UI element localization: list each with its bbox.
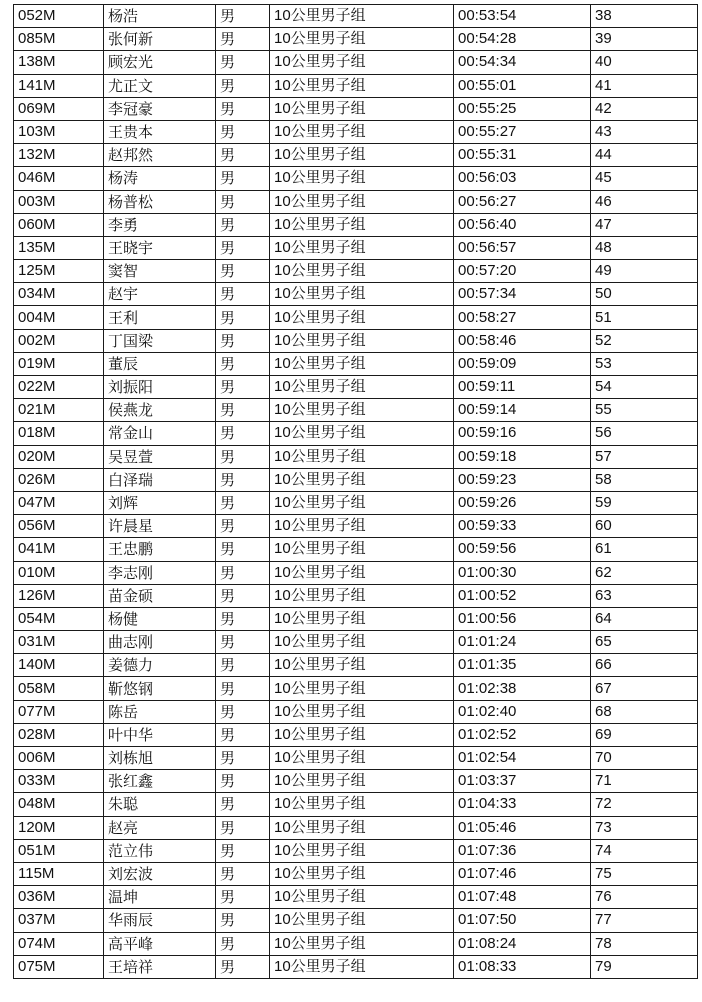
table-row xyxy=(14,862,698,885)
race-group-cell: 10公里男子组 xyxy=(270,955,454,978)
table-row xyxy=(14,352,698,375)
rank-cell: 57 xyxy=(591,445,698,468)
race-group-cell: 10公里男子组 xyxy=(270,190,454,213)
finish-time-cell: 01:07:48 xyxy=(454,886,591,909)
runner-name-cell: 侯燕龙 xyxy=(104,399,216,422)
finish-time-cell: 01:08:33 xyxy=(454,955,591,978)
bib-number-cell: 010M xyxy=(14,561,104,584)
race-group-cell: 10公里男子组 xyxy=(270,723,454,746)
runner-name-cell: 王培祥 xyxy=(104,955,216,978)
bib-number-cell: 115M xyxy=(14,862,104,885)
race-group-cell: 10公里男子组 xyxy=(270,607,454,630)
race-group-cell: 10公里男子组 xyxy=(270,654,454,677)
bib-number-cell: 054M xyxy=(14,607,104,630)
rank-cell: 66 xyxy=(591,654,698,677)
gender-cell: 男 xyxy=(216,793,270,816)
rank-cell: 43 xyxy=(591,120,698,143)
gender-cell: 男 xyxy=(216,584,270,607)
gender-cell: 男 xyxy=(216,491,270,514)
race-group-cell: 10公里男子组 xyxy=(270,793,454,816)
gender-cell: 男 xyxy=(216,74,270,97)
finish-time-cell: 00:59:14 xyxy=(454,399,591,422)
finish-time-cell: 01:00:52 xyxy=(454,584,591,607)
finish-time-cell: 00:55:27 xyxy=(454,120,591,143)
runner-name-cell: 王贵本 xyxy=(104,120,216,143)
race-group-cell: 10公里男子组 xyxy=(270,5,454,28)
bib-number-cell: 138M xyxy=(14,51,104,74)
runner-name-cell: 杨普松 xyxy=(104,190,216,213)
rank-cell: 75 xyxy=(591,862,698,885)
finish-time-cell: 00:53:54 xyxy=(454,5,591,28)
bib-number-cell: 141M xyxy=(14,74,104,97)
runner-name-cell: 丁国梁 xyxy=(104,329,216,352)
race-group-cell: 10公里男子组 xyxy=(270,538,454,561)
bib-number-cell: 052M xyxy=(14,5,104,28)
race-group-cell: 10公里男子组 xyxy=(270,816,454,839)
bib-number-cell: 047M xyxy=(14,491,104,514)
bib-number-cell: 006M xyxy=(14,747,104,770)
runner-name-cell: 王晓宇 xyxy=(104,236,216,259)
gender-cell: 男 xyxy=(216,422,270,445)
table-row xyxy=(14,236,698,259)
race-group-cell: 10公里男子组 xyxy=(270,515,454,538)
gender-cell: 男 xyxy=(216,955,270,978)
table-row xyxy=(14,74,698,97)
bib-number-cell: 051M xyxy=(14,839,104,862)
finish-time-cell: 01:07:50 xyxy=(454,909,591,932)
runner-name-cell: 顾宏光 xyxy=(104,51,216,74)
finish-time-cell: 00:55:01 xyxy=(454,74,591,97)
gender-cell: 男 xyxy=(216,51,270,74)
runner-name-cell: 王忠鹏 xyxy=(104,538,216,561)
table-row xyxy=(14,491,698,514)
gender-cell: 男 xyxy=(216,631,270,654)
gender-cell: 男 xyxy=(216,190,270,213)
race-group-cell: 10公里男子组 xyxy=(270,144,454,167)
finish-time-cell: 00:58:46 xyxy=(454,329,591,352)
table-row xyxy=(14,376,698,399)
finish-time-cell: 01:03:37 xyxy=(454,770,591,793)
finish-time-cell: 01:01:24 xyxy=(454,631,591,654)
gender-cell: 男 xyxy=(216,816,270,839)
race-group-cell: 10公里男子组 xyxy=(270,51,454,74)
runner-name-cell: 朱聪 xyxy=(104,793,216,816)
table-row xyxy=(14,654,698,677)
race-group-cell: 10公里男子组 xyxy=(270,839,454,862)
runner-name-cell: 杨浩 xyxy=(104,5,216,28)
table-row xyxy=(14,538,698,561)
race-group-cell: 10公里男子组 xyxy=(270,399,454,422)
race-group-cell: 10公里男子组 xyxy=(270,236,454,259)
race-group-cell: 10公里男子组 xyxy=(270,491,454,514)
rank-cell: 76 xyxy=(591,886,698,909)
runner-name-cell: 赵邦然 xyxy=(104,144,216,167)
runner-name-cell: 曲志刚 xyxy=(104,631,216,654)
bib-number-cell: 048M xyxy=(14,793,104,816)
finish-time-cell: 00:59:26 xyxy=(454,491,591,514)
race-group-cell: 10公里男子组 xyxy=(270,74,454,97)
gender-cell: 男 xyxy=(216,723,270,746)
gender-cell: 男 xyxy=(216,236,270,259)
table-row xyxy=(14,700,698,723)
rank-cell: 46 xyxy=(591,190,698,213)
gender-cell: 男 xyxy=(216,283,270,306)
table-row xyxy=(14,723,698,746)
gender-cell: 男 xyxy=(216,120,270,143)
table-row xyxy=(14,399,698,422)
bib-number-cell: 126M xyxy=(14,584,104,607)
bib-number-cell: 075M xyxy=(14,955,104,978)
race-group-cell: 10公里男子组 xyxy=(270,329,454,352)
bib-number-cell: 031M xyxy=(14,631,104,654)
table-row xyxy=(14,816,698,839)
rank-cell: 52 xyxy=(591,329,698,352)
gender-cell: 男 xyxy=(216,213,270,236)
table-row xyxy=(14,445,698,468)
table-row xyxy=(14,839,698,862)
runner-name-cell: 吴昱萱 xyxy=(104,445,216,468)
runner-name-cell: 李冠豪 xyxy=(104,97,216,120)
finish-time-cell: 01:07:36 xyxy=(454,839,591,862)
race-group-cell: 10公里男子组 xyxy=(270,747,454,770)
race-group-cell: 10公里男子组 xyxy=(270,700,454,723)
table-row xyxy=(14,515,698,538)
gender-cell: 男 xyxy=(216,561,270,584)
runner-name-cell: 张红鑫 xyxy=(104,770,216,793)
rank-cell: 72 xyxy=(591,793,698,816)
finish-time-cell: 00:59:11 xyxy=(454,376,591,399)
runner-name-cell: 刘栋旭 xyxy=(104,747,216,770)
bib-number-cell: 058M xyxy=(14,677,104,700)
runner-name-cell: 董辰 xyxy=(104,352,216,375)
table-row xyxy=(14,283,698,306)
runner-name-cell: 华雨辰 xyxy=(104,909,216,932)
rank-cell: 41 xyxy=(591,74,698,97)
finish-time-cell: 00:59:56 xyxy=(454,538,591,561)
table-row xyxy=(14,932,698,955)
bib-number-cell: 103M xyxy=(14,120,104,143)
gender-cell: 男 xyxy=(216,97,270,120)
results-table xyxy=(13,4,698,979)
rank-cell: 39 xyxy=(591,28,698,51)
finish-time-cell: 00:54:34 xyxy=(454,51,591,74)
race-group-cell: 10公里男子组 xyxy=(270,213,454,236)
bib-number-cell: 022M xyxy=(14,376,104,399)
table-row xyxy=(14,51,698,74)
bib-number-cell: 028M xyxy=(14,723,104,746)
rank-cell: 69 xyxy=(591,723,698,746)
race-group-cell: 10公里男子组 xyxy=(270,886,454,909)
table-row xyxy=(14,770,698,793)
runner-name-cell: 李志刚 xyxy=(104,561,216,584)
bib-number-cell: 004M xyxy=(14,306,104,329)
gender-cell: 男 xyxy=(216,932,270,955)
rank-cell: 68 xyxy=(591,700,698,723)
runner-name-cell: 高平峰 xyxy=(104,932,216,955)
finish-time-cell: 01:01:35 xyxy=(454,654,591,677)
runner-name-cell: 张何新 xyxy=(104,28,216,51)
finish-time-cell: 00:56:40 xyxy=(454,213,591,236)
race-group-cell: 10公里男子组 xyxy=(270,631,454,654)
rank-cell: 53 xyxy=(591,352,698,375)
rank-cell: 67 xyxy=(591,677,698,700)
gender-cell: 男 xyxy=(216,747,270,770)
table-row xyxy=(14,584,698,607)
bib-number-cell: 056M xyxy=(14,515,104,538)
race-group-cell: 10公里男子组 xyxy=(270,932,454,955)
rank-cell: 59 xyxy=(591,491,698,514)
finish-time-cell: 01:00:56 xyxy=(454,607,591,630)
table-row xyxy=(14,28,698,51)
rank-cell: 40 xyxy=(591,51,698,74)
table-row xyxy=(14,329,698,352)
race-group-cell: 10公里男子组 xyxy=(270,584,454,607)
bib-number-cell: 018M xyxy=(14,422,104,445)
rank-cell: 63 xyxy=(591,584,698,607)
bib-number-cell: 069M xyxy=(14,97,104,120)
bib-number-cell: 026M xyxy=(14,468,104,491)
race-group-cell: 10公里男子组 xyxy=(270,260,454,283)
bib-number-cell: 037M xyxy=(14,909,104,932)
gender-cell: 男 xyxy=(216,329,270,352)
table-row xyxy=(14,190,698,213)
runner-name-cell: 苗金硕 xyxy=(104,584,216,607)
runner-name-cell: 常金山 xyxy=(104,422,216,445)
finish-time-cell: 00:59:33 xyxy=(454,515,591,538)
race-group-cell: 10公里男子组 xyxy=(270,770,454,793)
rank-cell: 47 xyxy=(591,213,698,236)
runner-name-cell: 刘辉 xyxy=(104,491,216,514)
bib-number-cell: 046M xyxy=(14,167,104,190)
finish-time-cell: 01:08:24 xyxy=(454,932,591,955)
bib-number-cell: 021M xyxy=(14,399,104,422)
table-row xyxy=(14,468,698,491)
race-group-cell: 10公里男子组 xyxy=(270,306,454,329)
gender-cell: 男 xyxy=(216,5,270,28)
race-group-cell: 10公里男子组 xyxy=(270,28,454,51)
runner-name-cell: 李勇 xyxy=(104,213,216,236)
gender-cell: 男 xyxy=(216,468,270,491)
race-group-cell: 10公里男子组 xyxy=(270,677,454,700)
race-group-cell: 10公里男子组 xyxy=(270,909,454,932)
table-row xyxy=(14,955,698,978)
finish-time-cell: 00:58:27 xyxy=(454,306,591,329)
runner-name-cell: 赵亮 xyxy=(104,816,216,839)
runner-name-cell: 王利 xyxy=(104,306,216,329)
table-row xyxy=(14,167,698,190)
rank-cell: 77 xyxy=(591,909,698,932)
finish-time-cell: 01:05:46 xyxy=(454,816,591,839)
gender-cell: 男 xyxy=(216,399,270,422)
rank-cell: 42 xyxy=(591,97,698,120)
bib-number-cell: 085M xyxy=(14,28,104,51)
bib-number-cell: 019M xyxy=(14,352,104,375)
gender-cell: 男 xyxy=(216,260,270,283)
gender-cell: 男 xyxy=(216,538,270,561)
table-row xyxy=(14,793,698,816)
finish-time-cell: 01:00:30 xyxy=(454,561,591,584)
bib-number-cell: 036M xyxy=(14,886,104,909)
rank-cell: 50 xyxy=(591,283,698,306)
gender-cell: 男 xyxy=(216,515,270,538)
rank-cell: 48 xyxy=(591,236,698,259)
race-group-cell: 10公里男子组 xyxy=(270,283,454,306)
table-row xyxy=(14,422,698,445)
table-row xyxy=(14,909,698,932)
rank-cell: 62 xyxy=(591,561,698,584)
runner-name-cell: 姜德力 xyxy=(104,654,216,677)
gender-cell: 男 xyxy=(216,839,270,862)
race-group-cell: 10公里男子组 xyxy=(270,422,454,445)
finish-time-cell: 01:02:38 xyxy=(454,677,591,700)
finish-time-cell: 00:56:57 xyxy=(454,236,591,259)
table-row xyxy=(14,631,698,654)
rank-cell: 51 xyxy=(591,306,698,329)
bib-number-cell: 002M xyxy=(14,329,104,352)
rank-cell: 78 xyxy=(591,932,698,955)
table-row xyxy=(14,120,698,143)
table-row xyxy=(14,213,698,236)
rank-cell: 71 xyxy=(591,770,698,793)
gender-cell: 男 xyxy=(216,654,270,677)
gender-cell: 男 xyxy=(216,607,270,630)
gender-cell: 男 xyxy=(216,306,270,329)
gender-cell: 男 xyxy=(216,376,270,399)
finish-time-cell: 01:02:40 xyxy=(454,700,591,723)
table-row xyxy=(14,260,698,283)
bib-number-cell: 140M xyxy=(14,654,104,677)
rank-cell: 54 xyxy=(591,376,698,399)
gender-cell: 男 xyxy=(216,886,270,909)
table-row xyxy=(14,747,698,770)
runner-name-cell: 刘宏波 xyxy=(104,862,216,885)
race-group-cell: 10公里男子组 xyxy=(270,376,454,399)
finish-time-cell: 01:04:33 xyxy=(454,793,591,816)
runner-name-cell: 温坤 xyxy=(104,886,216,909)
rank-cell: 49 xyxy=(591,260,698,283)
bib-number-cell: 041M xyxy=(14,538,104,561)
runner-name-cell: 范立伟 xyxy=(104,839,216,862)
runner-name-cell: 陈岳 xyxy=(104,700,216,723)
table-row xyxy=(14,144,698,167)
rank-cell: 38 xyxy=(591,5,698,28)
finish-time-cell: 01:02:52 xyxy=(454,723,591,746)
gender-cell: 男 xyxy=(216,445,270,468)
runner-name-cell: 靳悠钢 xyxy=(104,677,216,700)
runner-name-cell: 刘振阳 xyxy=(104,376,216,399)
bib-number-cell: 020M xyxy=(14,445,104,468)
bib-number-cell: 077M xyxy=(14,700,104,723)
finish-time-cell: 00:55:31 xyxy=(454,144,591,167)
rank-cell: 74 xyxy=(591,839,698,862)
table-row xyxy=(14,607,698,630)
finish-time-cell: 00:59:23 xyxy=(454,468,591,491)
results-body xyxy=(14,5,698,979)
runner-name-cell: 杨健 xyxy=(104,607,216,630)
runner-name-cell: 叶中华 xyxy=(104,723,216,746)
race-group-cell: 10公里男子组 xyxy=(270,167,454,190)
bib-number-cell: 125M xyxy=(14,260,104,283)
finish-time-cell: 01:07:46 xyxy=(454,862,591,885)
bib-number-cell: 120M xyxy=(14,816,104,839)
race-group-cell: 10公里男子组 xyxy=(270,97,454,120)
rank-cell: 79 xyxy=(591,955,698,978)
gender-cell: 男 xyxy=(216,909,270,932)
bib-number-cell: 033M xyxy=(14,770,104,793)
table-row xyxy=(14,306,698,329)
race-group-cell: 10公里男子组 xyxy=(270,862,454,885)
race-group-cell: 10公里男子组 xyxy=(270,561,454,584)
finish-time-cell: 00:54:28 xyxy=(454,28,591,51)
bib-number-cell: 132M xyxy=(14,144,104,167)
rank-cell: 44 xyxy=(591,144,698,167)
finish-time-cell: 00:59:16 xyxy=(454,422,591,445)
rank-cell: 64 xyxy=(591,607,698,630)
finish-time-cell: 00:57:34 xyxy=(454,283,591,306)
table-row xyxy=(14,677,698,700)
rank-cell: 56 xyxy=(591,422,698,445)
gender-cell: 男 xyxy=(216,677,270,700)
runner-name-cell: 尤正文 xyxy=(104,74,216,97)
race-group-cell: 10公里男子组 xyxy=(270,445,454,468)
gender-cell: 男 xyxy=(216,144,270,167)
rank-cell: 61 xyxy=(591,538,698,561)
finish-time-cell: 00:59:09 xyxy=(454,352,591,375)
finish-time-cell: 00:56:27 xyxy=(454,190,591,213)
rank-cell: 70 xyxy=(591,747,698,770)
rank-cell: 45 xyxy=(591,167,698,190)
rank-cell: 58 xyxy=(591,468,698,491)
race-group-cell: 10公里男子组 xyxy=(270,468,454,491)
gender-cell: 男 xyxy=(216,862,270,885)
gender-cell: 男 xyxy=(216,352,270,375)
table-row xyxy=(14,886,698,909)
table-row xyxy=(14,561,698,584)
finish-time-cell: 01:02:54 xyxy=(454,747,591,770)
runner-name-cell: 许晨星 xyxy=(104,515,216,538)
bib-number-cell: 135M xyxy=(14,236,104,259)
table-row xyxy=(14,97,698,120)
runner-name-cell: 窦智 xyxy=(104,260,216,283)
bib-number-cell: 074M xyxy=(14,932,104,955)
gender-cell: 男 xyxy=(216,167,270,190)
rank-cell: 55 xyxy=(591,399,698,422)
rank-cell: 73 xyxy=(591,816,698,839)
runner-name-cell: 白泽瑞 xyxy=(104,468,216,491)
finish-time-cell: 00:56:03 xyxy=(454,167,591,190)
finish-time-cell: 00:57:20 xyxy=(454,260,591,283)
gender-cell: 男 xyxy=(216,28,270,51)
finish-time-cell: 00:55:25 xyxy=(454,97,591,120)
runner-name-cell: 杨涛 xyxy=(104,167,216,190)
table-row xyxy=(14,5,698,28)
bib-number-cell: 003M xyxy=(14,190,104,213)
gender-cell: 男 xyxy=(216,770,270,793)
race-group-cell: 10公里男子组 xyxy=(270,120,454,143)
gender-cell: 男 xyxy=(216,700,270,723)
rank-cell: 60 xyxy=(591,515,698,538)
race-group-cell: 10公里男子组 xyxy=(270,352,454,375)
finish-time-cell: 00:59:18 xyxy=(454,445,591,468)
rank-cell: 65 xyxy=(591,631,698,654)
bib-number-cell: 060M xyxy=(14,213,104,236)
runner-name-cell: 赵宇 xyxy=(104,283,216,306)
bib-number-cell: 034M xyxy=(14,283,104,306)
